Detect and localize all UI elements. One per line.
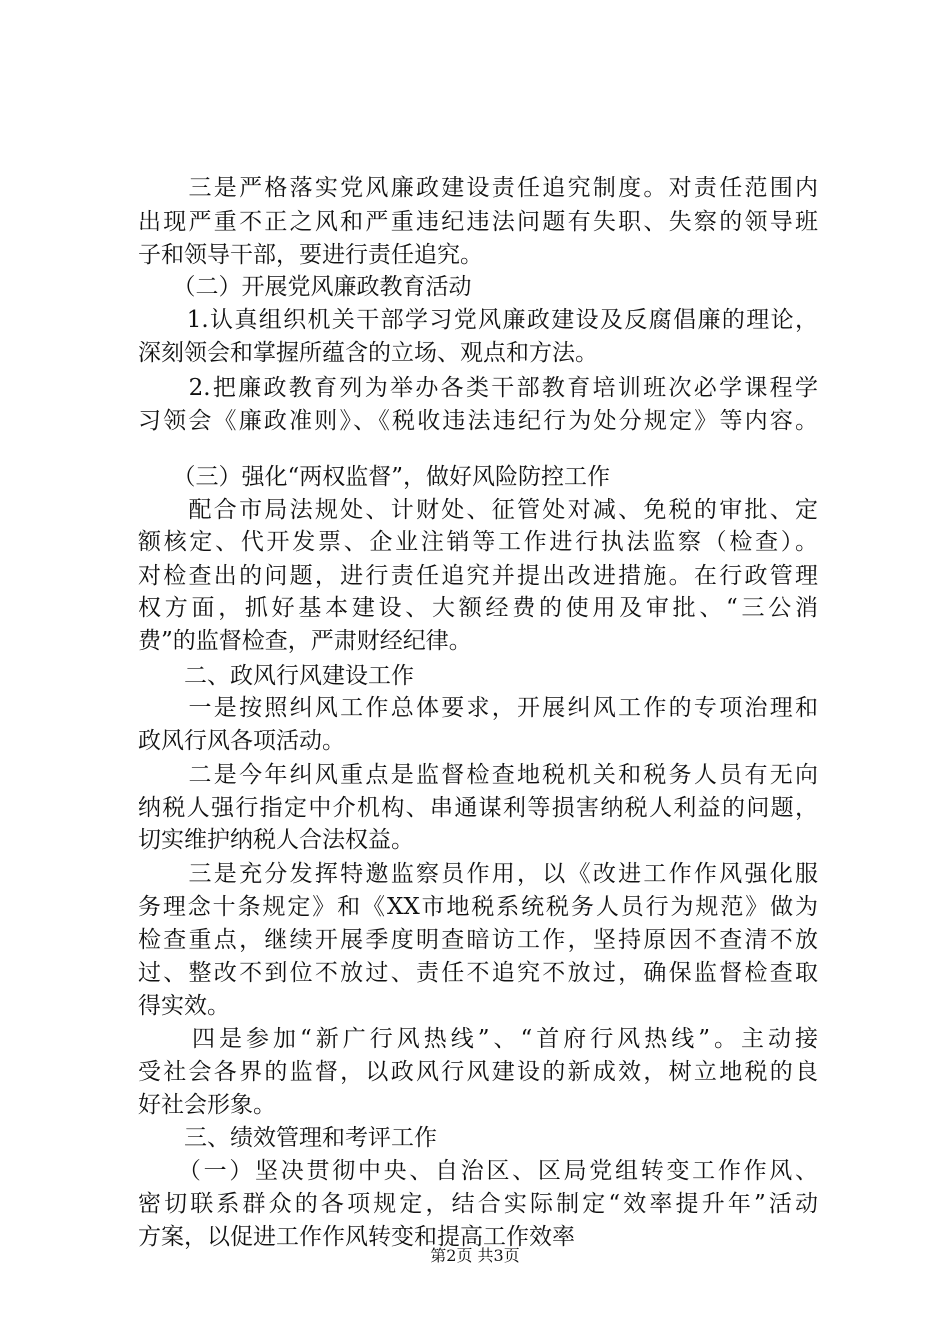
text-line: 三是充分发挥特邀监察员作用，以《改进工作作风强化服 bbox=[138, 861, 818, 887]
text-line: 对检查出的问题，进行责任追究并提出改进措施。在行政管理 bbox=[138, 563, 818, 589]
text-line: 方案，以促进工作作风转变和提高工作效率 bbox=[138, 1224, 575, 1250]
text-line: 四是参加“新广行风热线”、“首府行风热线”。主动接 bbox=[138, 1026, 818, 1052]
text-line: 子和领导干部，要进行责任追究。 bbox=[138, 242, 483, 268]
section-heading: 二、政风行风建设工作 bbox=[138, 663, 414, 689]
text-line: 检查重点，继续开展季度明查暗访工作，坚持原因不查清不放 bbox=[138, 927, 818, 953]
section-heading: 三、绩效管理和考评工作 bbox=[138, 1125, 437, 1151]
text-line: 密切联系群众的各项规定，结合实际制定“效率提升年”活动 bbox=[138, 1191, 818, 1217]
text-line: 切实维护纳税人合法权益。 bbox=[138, 827, 414, 853]
text-line: 二是今年纠风重点是监督检查地税机关和税务人员有无向 bbox=[138, 762, 818, 788]
text-line: 三是严格落实党风廉政建设责任追究制度。对责任范围内 bbox=[138, 175, 818, 201]
text-line: 额核定、代开发票、企业注销等工作进行执法监察（检查）。 bbox=[138, 529, 818, 555]
text-line: 务理念十条规定》和《XX市地税系统税务人员行为规范》做为 bbox=[138, 894, 818, 920]
text-line: 过、整改不到位不放过、责任不追究不放过，确保监督检查取 bbox=[138, 960, 818, 986]
text-line: 出现严重不正之风和严重违纪违法问题有失职、失察的领导班 bbox=[138, 209, 818, 235]
section-heading: （二）开展党风廉政教育活动 bbox=[138, 274, 472, 300]
text-line: 深刻领会和掌握所蕴含的立场、观点和方法。 bbox=[138, 340, 598, 366]
section-heading: （三）强化“两权监督”，做好风险防控工作 bbox=[138, 464, 611, 490]
text-line: 受社会各界的监督，以政风行风建设的新成效，树立地税的良 bbox=[138, 1059, 818, 1085]
text-line: 费”的监督检查，严肃财经纪律。 bbox=[138, 628, 472, 654]
text-line: 配合市局法规处、计财处、征管处对减、免税的审批、定 bbox=[138, 497, 818, 523]
text-line: 得实效。 bbox=[138, 993, 230, 1019]
text-line: 习领会《廉政准则》、《税收违法违纪行为处分规定》等内容。 bbox=[138, 408, 818, 434]
text-line: 纳税人强行指定中介机构、串通谋利等损害纳税人利益的问题， bbox=[138, 795, 818, 821]
text-line: 一是按照纠风工作总体要求，开展纠风工作的专项治理和 bbox=[138, 695, 818, 721]
text-line: 好社会形象。 bbox=[138, 1092, 276, 1118]
text-line: 权方面，抓好基本建设、大额经费的使用及审批、“三公消 bbox=[138, 595, 818, 621]
page-footer: 第2页 共3页 bbox=[430, 1246, 520, 1265]
text-line: （一）坚决贯彻中央、自治区、区局党组转变工作作风、 bbox=[138, 1158, 818, 1184]
text-line: 1.认真组织机关干部学习党风廉政建设及反腐倡廉的理论， bbox=[138, 307, 818, 333]
text-line: 2.把廉政教育列为举办各类干部教育培训班次必学课程学 bbox=[138, 375, 818, 401]
text-line: 政风行风各项活动。 bbox=[138, 728, 345, 754]
